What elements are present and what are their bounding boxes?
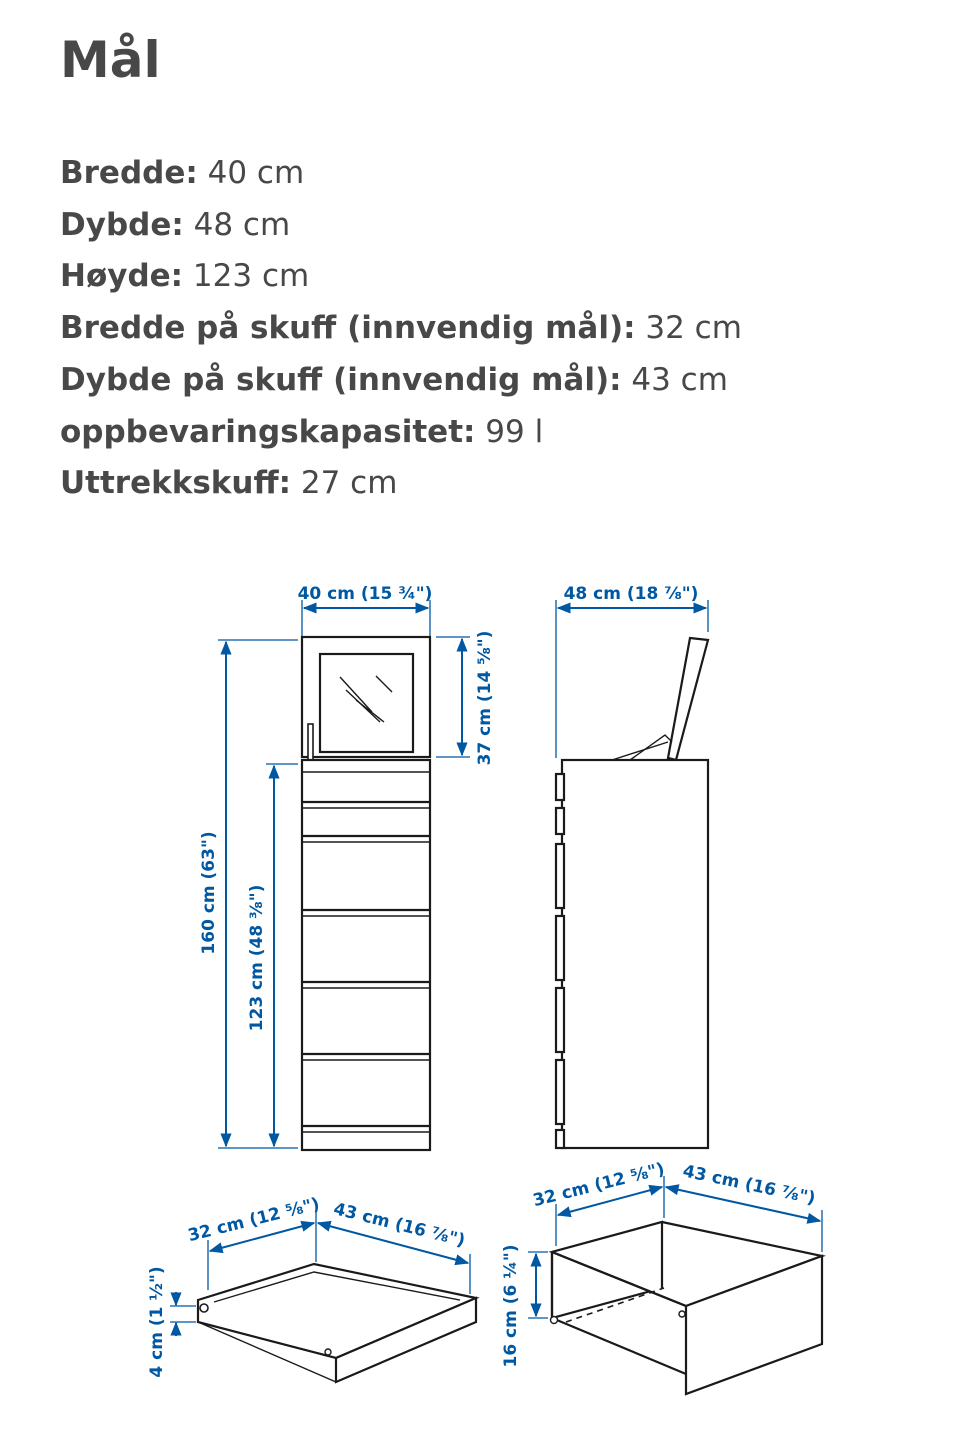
spec-label: Uttrekkskuff:: [60, 465, 292, 502]
spec-value: 40 cm: [197, 155, 305, 191]
spec-value: 27 cm: [291, 465, 398, 502]
spec-label: Bredde på skuff (innvendig mål):: [60, 310, 636, 347]
large-drawer: [501, 1159, 822, 1394]
spec-label: Høyde:: [60, 258, 184, 295]
spec-depth: [60, 200, 742, 252]
spec-label: Dybde:: [60, 206, 184, 243]
side-view: [556, 584, 708, 1148]
large-drawer-width-label: 32 cm (12 ⅝"): [530, 1159, 667, 1212]
spec-value: 32 cm: [635, 310, 742, 347]
spec-value: 99 l: [475, 413, 544, 450]
spec-label: Bredde:: [60, 155, 198, 191]
spec-label: Dybde på skuff (innvendig mål):: [60, 361, 622, 398]
spec-drawer-width: [60, 303, 742, 355]
spec-pullout-drawer: [60, 458, 742, 510]
spec-value: 123 cm: [183, 258, 310, 295]
total-height-label: 160 cm (63"): [199, 831, 219, 955]
mirror-glass: [320, 654, 413, 752]
dimension-drawing: [0, 560, 960, 1455]
front-view: [199, 584, 495, 1150]
mirror-lid: [668, 638, 708, 760]
small-drawer-width-label: 32 cm (12 ⅝"): [185, 1194, 322, 1247]
spec-label: oppbevaringskapasitet:: [60, 413, 476, 450]
page-title: Mål: [60, 31, 161, 89]
side-depth-label: 48 cm (18 ⅞"): [563, 584, 699, 604]
spec-drawer-depth: [60, 355, 742, 407]
large-drawer-depth-label: 43 cm (16 ⅞"): [681, 1161, 818, 1209]
cabinet-body: [302, 760, 430, 1150]
small-drawer: [147, 1194, 476, 1382]
dimensions-list: [60, 148, 742, 510]
side-body: [562, 760, 708, 1148]
spec-value: 48 cm: [183, 206, 291, 243]
mirror-height-label: 37 cm (14 ⅝"): [475, 630, 495, 766]
spec-value: 43 cm: [621, 361, 728, 398]
large-drawer-height-label: 16 cm (6 ¼"): [501, 1244, 521, 1368]
spec-height: [60, 251, 742, 303]
spec-storage-capacity: [60, 407, 742, 459]
cabinet-height-label: 123 cm (48 ⅜"): [247, 884, 267, 1032]
front-width-label: 40 cm (15 ¾"): [297, 584, 433, 604]
small-drawer-depth-label: 43 cm (16 ⅞"): [331, 1199, 468, 1252]
spec-width: [60, 148, 742, 200]
small-drawer-height-label: 4 cm (1 ½"): [147, 1266, 167, 1378]
